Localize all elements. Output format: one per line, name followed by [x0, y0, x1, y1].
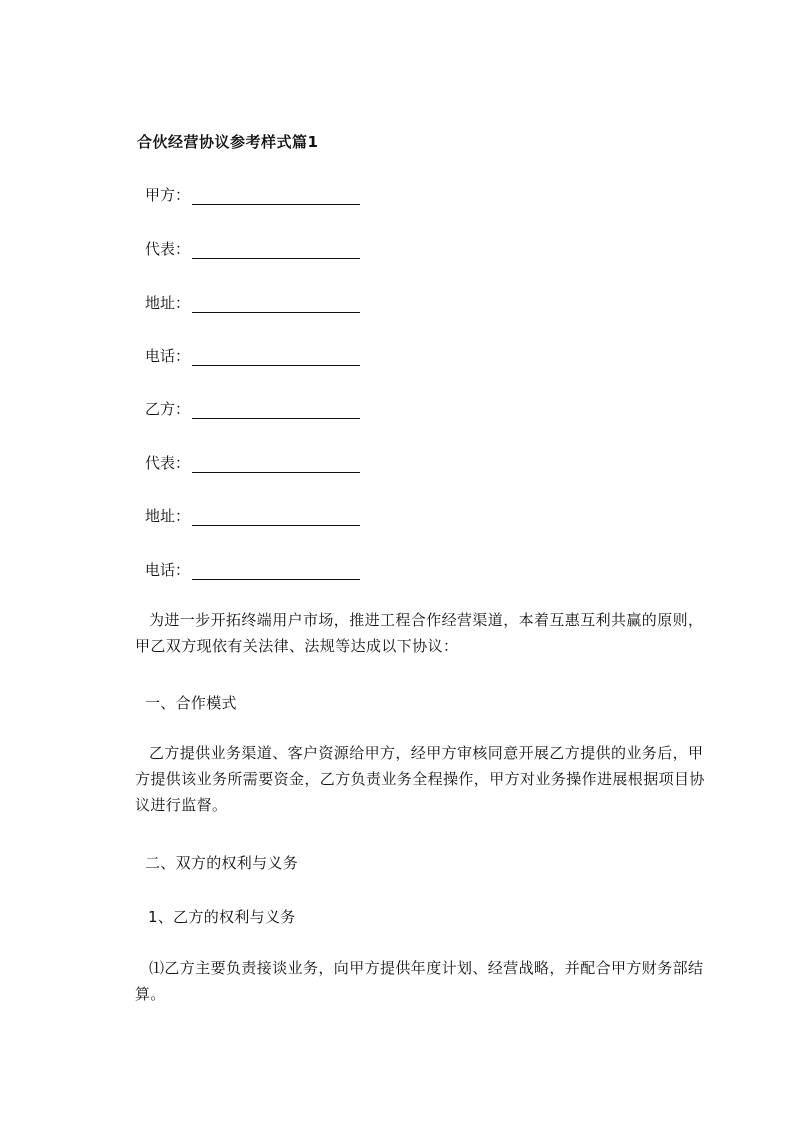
party-b-address-label: 地址： — [145, 507, 191, 525]
party-b-field — [145, 398, 360, 419]
party-b-phone-label: 电话： — [145, 561, 191, 579]
party-a-representative-field — [145, 238, 360, 259]
party-b-address-field — [145, 505, 360, 526]
document-title: 合伙经营协议参考样式篇1 — [137, 133, 319, 151]
party-b-address-blank-line — [192, 511, 360, 526]
party-b-representative-label: 代表： — [145, 454, 191, 472]
party-a-label: 甲方： — [145, 186, 191, 204]
party-a-phone-label: 电话： — [145, 347, 191, 365]
party-a-phone-blank-line — [192, 351, 360, 366]
party-b-blank-line — [192, 404, 360, 419]
party-a-address-blank-line — [192, 298, 360, 313]
section-1-body: 乙方提供业务渠道、客户资源给甲方，经甲方审核同意开展乙方提供的业务后，甲方提供该业务所需要资金，乙方负责业务全程操作，甲方对业务操作进展根据项目协议进行监督。 — [135, 744, 705, 814]
party-a-address-field — [145, 292, 360, 313]
party-a-representative-label: 代表： — [145, 240, 191, 258]
intro-paragraph: 为进一步开拓终端用户市场，推进工程合作经营渠道，本着互惠互利共赢的原则，甲乙双方现依有关法律、法规等达成以下协议： — [135, 611, 704, 655]
party-b-representative-blank-line — [192, 458, 360, 473]
party-b-phone-blank-line — [192, 565, 360, 580]
section-1-heading: 一、合作模式 — [145, 694, 237, 712]
party-a-blank-line — [192, 190, 360, 205]
party-b-phone-field — [145, 559, 360, 580]
party-a-phone-field — [145, 345, 360, 366]
party-a-field — [145, 184, 360, 205]
section-2-heading: 二、双方的权利与义务 — [145, 854, 299, 872]
party-a-address-label: 地址： — [145, 294, 191, 312]
party-b-label: 乙方： — [145, 400, 191, 418]
party-a-representative-blank-line — [192, 244, 360, 259]
item-1-paragraph: ⑴乙方主要负责接谈业务，向甲方提供年度计划、经营战略，并配合甲方财务部结算。 — [135, 959, 704, 1003]
subsection-1-heading: 1、乙方的权利与义务 — [148, 908, 296, 926]
party-b-representative-field — [145, 452, 360, 473]
